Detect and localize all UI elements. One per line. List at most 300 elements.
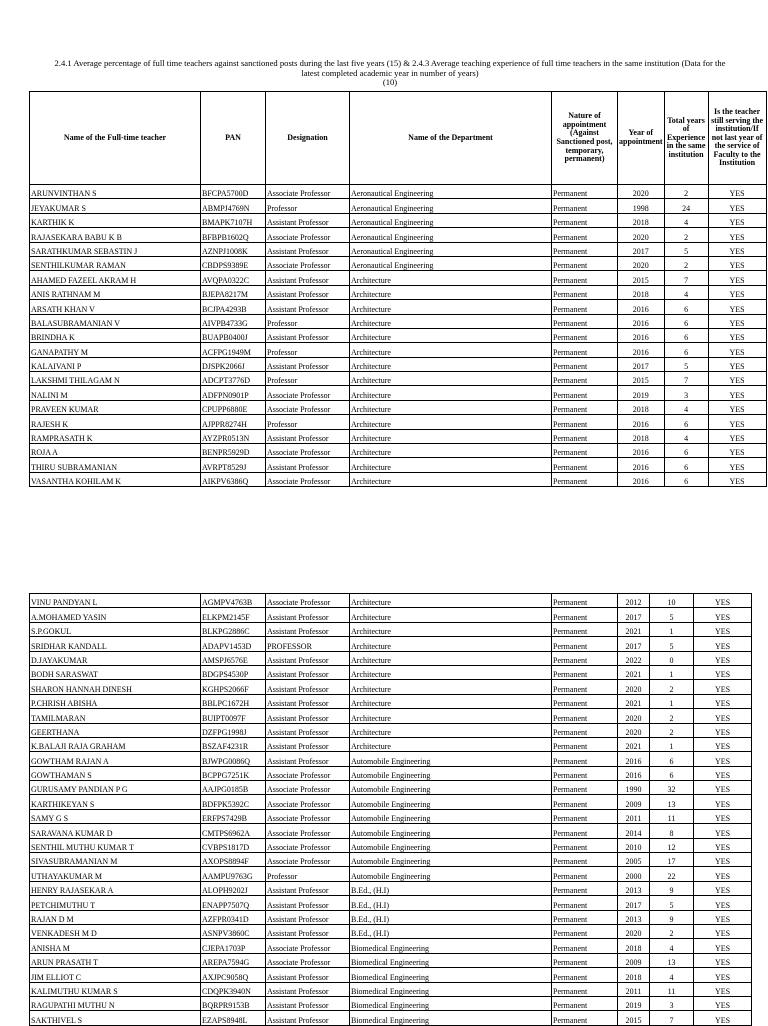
cell-pan: DJSPK2066J [201, 357, 266, 371]
table-row [30, 429, 767, 443]
cell-year: 2019 [618, 386, 665, 400]
cell-year: 2016 [618, 300, 665, 314]
cell-experience: 1 [650, 694, 694, 708]
cell-pan: CMTPS6962A [201, 824, 266, 838]
cell-pan: AZFPR0341D [201, 910, 266, 924]
cell-name: RAJESH K [30, 415, 201, 429]
cell-year: 2014 [618, 824, 650, 838]
cell-pan: AYZPR0513N [201, 429, 266, 443]
cell-designation: Associate Professor [266, 781, 350, 795]
cell-serving: YES [708, 328, 766, 342]
cell-nature: Permanent [552, 357, 618, 371]
cell-nature: Permanent [552, 386, 618, 400]
cell-designation: Associate Professor [266, 853, 350, 867]
cell-designation: Associate Professor [266, 939, 350, 953]
cell-serving: YES [708, 228, 766, 242]
cell-serving: YES [708, 314, 766, 328]
cell-designation: Assistant Professor [266, 694, 350, 708]
cell-department: Architecture [350, 386, 552, 400]
cell-serving: YES [694, 867, 752, 881]
cell-pan: BENPR5929D [201, 444, 266, 458]
cell-experience: 0 [650, 651, 694, 665]
cell-designation: Associate Professor [266, 256, 350, 270]
cell-pan: BJWPG0086Q [201, 752, 266, 766]
cell-pan: ABMPJ4769N [201, 199, 266, 213]
cell-nature: Permanent [552, 781, 618, 795]
cell-experience: 6 [664, 343, 708, 357]
cell-experience: 6 [664, 300, 708, 314]
cell-pan: AXOPS8894F [201, 853, 266, 867]
cell-serving: YES [708, 458, 766, 472]
cell-year: 2018 [618, 939, 650, 953]
cell-serving: YES [694, 637, 752, 651]
table-row [30, 996, 752, 1010]
cell-pan: CBDPS9389E [201, 256, 266, 270]
table-row [30, 285, 767, 299]
cell-name: SIVASUBRAMANIAN M [30, 853, 201, 867]
cell-experience: 9 [650, 881, 694, 895]
cell-nature: Permanent [552, 199, 618, 213]
cell-name: ARUN PRASATH T [30, 953, 201, 967]
table-row [30, 343, 767, 357]
cell-nature: Permanent [552, 680, 618, 694]
cell-experience: 4 [664, 285, 708, 299]
cell-year: 2016 [618, 314, 665, 328]
table-row [30, 386, 767, 400]
cell-experience: 2 [650, 709, 694, 723]
cell-nature: Permanent [552, 996, 618, 1010]
table-row [30, 795, 752, 809]
cell-name: K.BALAJI RAJA GRAHAM [30, 737, 201, 751]
cell-pan: BSZAF4231R [201, 737, 266, 751]
cell-experience: 2 [650, 680, 694, 694]
cell-pan: AVQPA0322C [201, 271, 266, 285]
cell-designation: Associate Professor [266, 185, 350, 199]
cell-experience: 11 [650, 809, 694, 823]
table-row [30, 1011, 752, 1025]
cell-experience: 2 [664, 228, 708, 242]
cell-experience: 5 [650, 896, 694, 910]
cell-year: 2011 [618, 982, 650, 996]
cell-name: VASANTHA KOHILAM K [30, 472, 201, 486]
cell-department: Automobile Engineering [350, 853, 552, 867]
cell-department: Biomedical Engineering [350, 996, 552, 1010]
table-row [30, 853, 752, 867]
cell-name: A.MOHAMED YASIN [30, 608, 201, 622]
table-row [30, 256, 767, 270]
table-row [30, 665, 752, 679]
cell-experience: 6 [664, 415, 708, 429]
cell-serving: YES [694, 709, 752, 723]
cell-pan: BQRPR9153B [201, 996, 266, 1010]
cell-name: RAGUPATHI MUTHU N [30, 996, 201, 1010]
col-header-serving: Is the teacher still serving the institution/If not last year of the service of Faculty to the Institution [708, 92, 766, 185]
cell-pan: AZNPJ1008K [201, 242, 266, 256]
cell-serving: YES [708, 185, 766, 199]
cell-designation: Professor [266, 867, 350, 881]
col-header-pan: PAN [201, 92, 266, 185]
cell-name: KARTHIK K [30, 213, 201, 227]
cell-department: B.Ed., (H.I) [350, 896, 552, 910]
cell-nature: Permanent [552, 867, 618, 881]
cell-experience: 2 [650, 723, 694, 737]
cell-nature: Permanent [552, 824, 618, 838]
table-row [30, 651, 752, 665]
cell-name: GOWTHAM RAJAN A [30, 752, 201, 766]
cell-nature: Permanent [552, 444, 618, 458]
table-row [30, 809, 752, 823]
cell-designation: Assistant Professor [266, 271, 350, 285]
cell-year: 2009 [618, 953, 650, 967]
cell-year: 2010 [618, 838, 650, 852]
cell-pan: AXJPC9058Q [201, 968, 266, 982]
cell-nature: Permanent [552, 372, 618, 386]
cell-experience: 7 [664, 271, 708, 285]
cell-department: Architecture [350, 665, 552, 679]
cell-department: Architecture [350, 472, 552, 486]
cell-name: SARAVANA KUMAR D [30, 824, 201, 838]
cell-experience: 5 [650, 637, 694, 651]
cell-designation: Assistant Professor [266, 982, 350, 996]
cell-nature: Permanent [552, 400, 618, 414]
cell-serving: YES [694, 665, 752, 679]
cell-nature: Permanent [552, 637, 618, 651]
cell-designation: Associate Professor [266, 766, 350, 780]
cell-pan: AAJPG0185B [201, 781, 266, 795]
cell-serving: YES [708, 213, 766, 227]
cell-pan: AGMPV4763B [201, 594, 266, 608]
cell-year: 2016 [618, 766, 650, 780]
table-row [30, 824, 752, 838]
cell-pan: BCPPG7251K [201, 766, 266, 780]
cell-experience: 9 [650, 910, 694, 924]
cell-designation: Associate Professor [266, 472, 350, 486]
cell-year: 2017 [618, 896, 650, 910]
cell-year: 2020 [618, 924, 650, 938]
cell-designation: Associate Professor [266, 838, 350, 852]
table-row [30, 896, 752, 910]
cell-department: Automobile Engineering [350, 824, 552, 838]
table-row [30, 415, 767, 429]
cell-name: SAMY G S [30, 809, 201, 823]
faculty-table-page-1 [29, 91, 767, 487]
cell-serving: YES [694, 795, 752, 809]
cell-year: 1998 [618, 199, 665, 213]
cell-designation: Assistant Professor [266, 300, 350, 314]
cell-year: 2000 [618, 867, 650, 881]
cell-experience: 2 [664, 185, 708, 199]
cell-year: 2015 [618, 1011, 650, 1025]
cell-pan: ACFPG1949M [201, 343, 266, 357]
cell-pan: DZFPG1998J [201, 723, 266, 737]
cell-serving: YES [694, 953, 752, 967]
cell-experience: 6 [650, 752, 694, 766]
cell-nature: Permanent [552, 838, 618, 852]
cell-designation: Assistant Professor [266, 968, 350, 982]
cell-year: 2017 [618, 608, 650, 622]
table-row [30, 968, 752, 982]
cell-serving: YES [708, 400, 766, 414]
cell-department: Architecture [350, 608, 552, 622]
cell-name: PETCHIMUTHU T [30, 896, 201, 910]
cell-designation: Assistant Professor [266, 651, 350, 665]
table-row [30, 680, 752, 694]
cell-nature: Permanent [552, 795, 618, 809]
cell-department: Architecture [350, 357, 552, 371]
cell-serving: YES [708, 372, 766, 386]
cell-nature: Permanent [552, 328, 618, 342]
cell-year: 2020 [618, 256, 665, 270]
cell-designation: Assistant Professor [266, 737, 350, 751]
cell-department: Architecture [350, 594, 552, 608]
cell-designation: Associate Professor [266, 824, 350, 838]
cell-name: ANISHA M [30, 939, 201, 953]
cell-designation: Professor [266, 415, 350, 429]
cell-designation: Assistant Professor [266, 608, 350, 622]
cell-designation: Assistant Professor [266, 752, 350, 766]
cell-experience: 5 [650, 608, 694, 622]
cell-pan: AMSPJ6576E [201, 651, 266, 665]
cell-year: 2018 [618, 429, 665, 443]
cell-experience: 12 [650, 838, 694, 852]
cell-department: Architecture [350, 622, 552, 636]
cell-department: B.Ed., (H.I) [350, 924, 552, 938]
cell-designation: Assistant Professor [266, 881, 350, 895]
cell-designation: Assistant Professor [266, 285, 350, 299]
cell-department: Architecture [350, 637, 552, 651]
cell-designation: Professor [266, 199, 350, 213]
cell-name: SENTHILKUMAR RAMAN [30, 256, 201, 270]
cell-department: Architecture [350, 651, 552, 665]
cell-year: 2016 [618, 415, 665, 429]
table-row [30, 185, 767, 199]
cell-nature: Permanent [552, 242, 618, 256]
cell-department: Architecture [350, 300, 552, 314]
cell-pan: AIKPV6386Q [201, 472, 266, 486]
cell-serving: YES [694, 896, 752, 910]
cell-experience: 7 [650, 1011, 694, 1025]
cell-experience: 6 [664, 444, 708, 458]
cell-serving: YES [694, 924, 752, 938]
cell-nature: Permanent [552, 213, 618, 227]
cell-year: 2016 [618, 458, 665, 472]
cell-designation: Assistant Professor [266, 680, 350, 694]
cell-designation: Assistant Professor [266, 910, 350, 924]
cell-nature: Permanent [552, 1011, 618, 1025]
cell-pan: BUAPB0400J [201, 328, 266, 342]
cell-experience: 22 [650, 867, 694, 881]
cell-name: GEERTHANA [30, 723, 201, 737]
cell-pan: CVBPS1817D [201, 838, 266, 852]
cell-serving: YES [694, 853, 752, 867]
cell-pan: BDGPS4530P [201, 665, 266, 679]
table-row [30, 271, 767, 285]
cell-designation: Assistant Professor [266, 328, 350, 342]
cell-experience: 1 [650, 622, 694, 636]
cell-serving: YES [708, 415, 766, 429]
cell-year: 2018 [618, 285, 665, 299]
cell-department: Biomedical Engineering [350, 939, 552, 953]
cell-nature: Permanent [552, 665, 618, 679]
cell-nature: Permanent [552, 766, 618, 780]
cell-designation: Associate Professor [266, 400, 350, 414]
cell-department: Architecture [350, 458, 552, 472]
cell-designation: Assistant Professor [266, 429, 350, 443]
cell-pan: AVRPT8529J [201, 458, 266, 472]
cell-pan: CPUPP6880E [201, 400, 266, 414]
cell-experience: 1 [650, 665, 694, 679]
cell-name: PRAVEEN KUMAR [30, 400, 201, 414]
cell-year: 2020 [618, 723, 650, 737]
cell-serving: YES [708, 444, 766, 458]
table-row [30, 838, 752, 852]
cell-year: 2017 [618, 357, 665, 371]
cell-serving: YES [694, 809, 752, 823]
cell-department: Architecture [350, 328, 552, 342]
caption-line-2: latest completed academic year in number of years) [301, 67, 479, 78]
cell-serving: YES [694, 752, 752, 766]
cell-serving: YES [708, 285, 766, 299]
cell-experience: 5 [664, 357, 708, 371]
cell-year: 2015 [618, 372, 665, 386]
cell-department: Aeronautical Engineering [350, 256, 552, 270]
table-row [30, 709, 752, 723]
cell-year: 2013 [618, 910, 650, 924]
cell-nature: Permanent [552, 300, 618, 314]
cell-serving: YES [694, 824, 752, 838]
cell-experience: 8 [650, 824, 694, 838]
cell-designation: Associate Professor [266, 444, 350, 458]
cell-designation: Professor [266, 372, 350, 386]
cell-year: 2020 [618, 185, 665, 199]
cell-name: SARATHKUMAR SEBASTIN J [30, 242, 201, 256]
table-body-page-1 [30, 185, 767, 487]
cell-serving: YES [694, 996, 752, 1010]
cell-designation: Assistant Professor [266, 723, 350, 737]
cell-designation: Professor [266, 314, 350, 328]
cell-pan: ADFPN0901P [201, 386, 266, 400]
cell-year: 2016 [618, 444, 665, 458]
cell-nature: Permanent [552, 809, 618, 823]
table-row [30, 924, 752, 938]
col-header-nature: Nature of appointment (Against Sanctioned post, temporary, permanent) [552, 92, 618, 185]
cell-name: ROJA A [30, 444, 201, 458]
cell-department: Architecture [350, 709, 552, 723]
cell-name: SHARON HANNAH DINESH [30, 680, 201, 694]
cell-year: 2017 [618, 242, 665, 256]
cell-name: GOWTHAMAN S [30, 766, 201, 780]
cell-experience: 4 [664, 400, 708, 414]
cell-pan: AJPPR8274H [201, 415, 266, 429]
cell-name: JEYAKUMAR S [30, 199, 201, 213]
cell-name: S.P.GOKUL [30, 622, 201, 636]
cell-department: Biomedical Engineering [350, 968, 552, 982]
cell-year: 2022 [618, 651, 650, 665]
cell-serving: YES [694, 838, 752, 852]
cell-year: 2019 [618, 996, 650, 1010]
cell-designation: Assistant Professor [266, 996, 350, 1010]
cell-pan: EZAPS8948L [201, 1011, 266, 1025]
table-row [30, 372, 767, 386]
cell-pan: BUIPT0097F [201, 709, 266, 723]
cell-pan: CJEPA1703P [201, 939, 266, 953]
cell-department: Biomedical Engineering [350, 1011, 552, 1025]
cell-pan: ASNPV3860C [201, 924, 266, 938]
cell-nature: Permanent [552, 285, 618, 299]
cell-name: NALINI M [30, 386, 201, 400]
cell-name: THIRU SUBRAMANIAN [30, 458, 201, 472]
cell-name: KALAIVANI P [30, 357, 201, 371]
cell-experience: 3 [650, 996, 694, 1010]
cell-designation: Assistant Professor [266, 665, 350, 679]
cell-department: Automobile Engineering [350, 809, 552, 823]
table-row [30, 300, 767, 314]
cell-year: 2013 [618, 881, 650, 895]
cell-designation: Associate Professor [266, 386, 350, 400]
document-caption [29, 59, 751, 88]
cell-year: 2020 [618, 680, 650, 694]
cell-name: UTHAYAKUMAR M [30, 867, 201, 881]
cell-designation: Assistant Professor [266, 357, 350, 371]
cell-nature: Permanent [552, 608, 618, 622]
cell-pan: BLKPG2886C [201, 622, 266, 636]
cell-name: RAMPRASATH K [30, 429, 201, 443]
cell-nature: Permanent [552, 723, 618, 737]
cell-experience: 32 [650, 781, 694, 795]
cell-department: Aeronautical Engineering [350, 213, 552, 227]
cell-department: Automobile Engineering [350, 781, 552, 795]
cell-designation: Assistant Professor [266, 458, 350, 472]
cell-serving: YES [694, 594, 752, 608]
cell-serving: YES [694, 723, 752, 737]
cell-nature: Permanent [552, 709, 618, 723]
cell-department: Automobile Engineering [350, 752, 552, 766]
cell-pan: KGHPS2066F [201, 680, 266, 694]
cell-department: Architecture [350, 343, 552, 357]
cell-pan: AAMPU9763G [201, 867, 266, 881]
cell-nature: Permanent [552, 472, 618, 486]
cell-name: BRINDHA K [30, 328, 201, 342]
cell-serving: YES [694, 694, 752, 708]
table-row [30, 608, 752, 622]
cell-nature: Permanent [552, 343, 618, 357]
cell-name: KARTHIKEYAN S [30, 795, 201, 809]
cell-designation: Assistant Professor [266, 242, 350, 256]
cell-pan: BFCPA5700D [201, 185, 266, 199]
cell-experience: 13 [650, 953, 694, 967]
cell-serving: YES [708, 271, 766, 285]
cell-department: Architecture [350, 400, 552, 414]
cell-department: Architecture [350, 680, 552, 694]
cell-serving: YES [694, 622, 752, 636]
cell-designation: Associate Professor [266, 594, 350, 608]
cell-department: B.Ed., (H.I) [350, 910, 552, 924]
cell-nature: Permanent [552, 594, 618, 608]
cell-serving: YES [708, 343, 766, 357]
cell-name: AHAMED FAZEEL AKRAM H [30, 271, 201, 285]
cell-department: Architecture [350, 444, 552, 458]
cell-name: RAJASEKARA BABU K B [30, 228, 201, 242]
cell-year: 2020 [618, 228, 665, 242]
cell-nature: Permanent [552, 429, 618, 443]
cell-name: GANAPATHY M [30, 343, 201, 357]
table-row [30, 199, 767, 213]
table-row [30, 781, 752, 795]
cell-year: 2009 [618, 795, 650, 809]
cell-department: Architecture [350, 694, 552, 708]
table-row [30, 213, 767, 227]
cell-serving: YES [694, 781, 752, 795]
